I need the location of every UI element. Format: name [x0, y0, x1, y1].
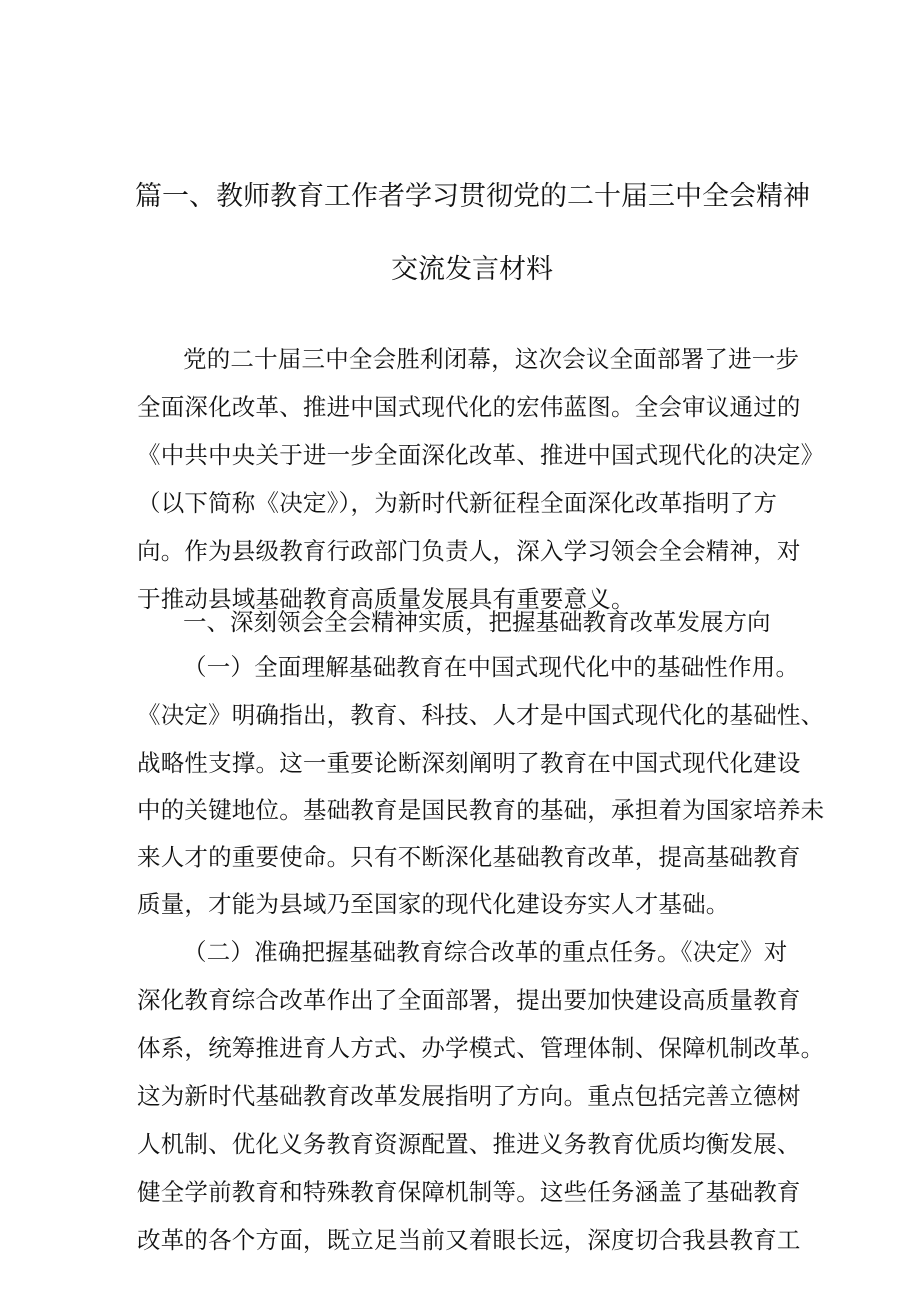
paragraph-line: 党的二十届三中全会胜利闭幕，这次会议全面部署了进一步: [183, 345, 800, 373]
paragraph-line: 深化教育综合改革作出了全面部署，提出要加快建设高质量教育: [137, 986, 801, 1014]
paragraph-line: 向。作为县级教育行政部门负责人，深入学习领会全会精神，对: [137, 537, 801, 565]
section-heading: 一、深刻领会全会精神实质，把握基础教育改革发展方向: [183, 608, 771, 636]
document-title-line-2: 交流发言材料: [391, 254, 553, 285]
paragraph-line: （一）全面理解基础教育在中国式现代化中的基础性作用。: [183, 653, 800, 681]
paragraph-line: 改革的各个方面，既立足当前又着眼长远，深度切合我县教育工: [137, 1226, 801, 1254]
paragraph-line: 战略性支撑。这一重要论断深刻阐明了教育在中国式现代化建设: [137, 749, 801, 777]
paragraph-line: 《决定》明确指出，教育、科技、人才是中国式现代化的基础性、: [137, 701, 825, 729]
paragraph-line: 人机制、优化义务教育资源配置、推进义务教育优质均衡发展、: [137, 1130, 801, 1158]
paragraph-line: 《中共中央关于进一步全面深化改革、推进中国式现代化的决定》: [137, 441, 825, 469]
paragraph-line: 健全学前教育和特殊教育保障机制等。这些任务涵盖了基础教育: [137, 1178, 801, 1206]
paragraph-line: （以下简称《决定》），为新时代新征程全面深化改革指明了方: [137, 489, 778, 517]
paragraph-line: （二）准确把握基础教育综合改革的重点任务。《决定》对: [183, 938, 788, 966]
paragraph-line: 体系，统筹推进育人方式、办学模式、管理体制、保障机制改革。: [137, 1034, 825, 1062]
paragraph-line: 来人才的重要使命。只有不断深化基础教育改革，提高基础教育: [137, 843, 801, 871]
paragraph-line: 于推动县域基础教育高质量发展具有重要意义。: [137, 585, 635, 613]
paragraph-line: 全面深化改革、推进中国式现代化的宏伟蓝图。全会审议通过的: [137, 393, 801, 421]
paragraph-line: 这为新时代基础教育改革发展指明了方向。重点包括完善立德树: [137, 1082, 801, 1110]
paragraph-line: 质量，才能为县域乃至国家的现代化建设夯实人才基础。: [137, 890, 730, 918]
document-title-line-1: 篇一、教师教育工作者学习贯彻党的二十届三中全会精神: [135, 181, 810, 212]
paragraph-line: 中的关键地位。基础教育是国民教育的基础，承担着为国家培养未: [137, 796, 825, 824]
